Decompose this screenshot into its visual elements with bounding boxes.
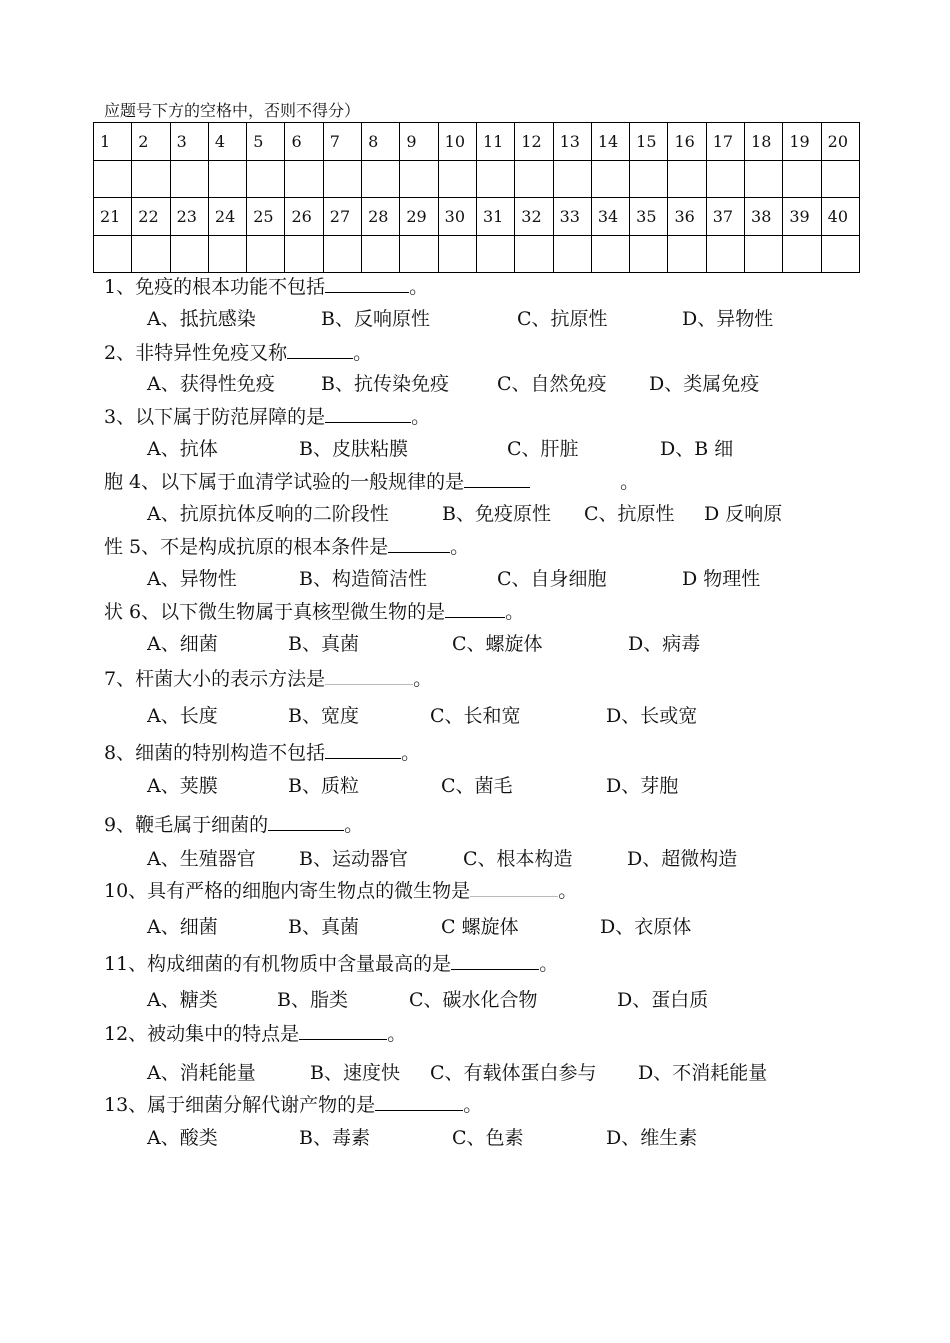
answer-blank[interactable] <box>268 814 344 831</box>
option-b: B、真菌 <box>288 633 359 655</box>
answer-blank[interactable] <box>388 536 450 553</box>
option-d: D、病毒 <box>628 633 701 655</box>
option-d: D、B 细 <box>660 438 734 460</box>
option-d: D、蛋白质 <box>617 989 709 1011</box>
answer-cell[interactable] <box>323 161 361 198</box>
question-end: 。 <box>450 536 470 558</box>
option-d: D 反响原 <box>704 503 783 525</box>
option-d: D、类属免疫 <box>649 373 760 395</box>
question-stem <box>104 876 577 903</box>
question-end: 。 <box>401 742 421 764</box>
grid-number: 23 <box>170 198 208 236</box>
grid-number: 2 <box>132 123 170 161</box>
answer-blank[interactable] <box>375 1094 463 1111</box>
option-b: B、抗传染免疫 <box>321 373 449 395</box>
option-d: D、芽胞 <box>606 775 679 797</box>
grid-number: 40 <box>821 198 859 236</box>
question-stem <box>104 597 524 624</box>
question-text: 3、以下属于防范屏障的是 <box>104 406 326 428</box>
grid-number: 15 <box>630 123 668 161</box>
answer-blank[interactable] <box>470 880 558 897</box>
question-text: 胞 4、以下属于血清学试验的一般规律的是 <box>104 471 465 493</box>
answer-blank[interactable] <box>287 342 353 359</box>
instruction-text: 应题号下方的空格中，否则不得分） <box>104 101 361 120</box>
answer-cell[interactable] <box>515 236 553 273</box>
answer-cell[interactable] <box>438 161 476 198</box>
answer-cell[interactable] <box>438 236 476 273</box>
answer-cell[interactable] <box>323 236 361 273</box>
question-text: 7、杆菌大小的表示方法是 <box>104 668 326 690</box>
answer-cell[interactable] <box>706 236 744 273</box>
answer-cell[interactable] <box>476 236 514 273</box>
question-text: 13、属于细菌分解代谢产物的是 <box>104 1094 376 1116</box>
grid-number: 4 <box>208 123 246 161</box>
option-b: B、皮肤粘膜 <box>299 438 408 460</box>
answer-cell[interactable] <box>208 161 246 198</box>
question-text: 1、免疫的根本功能不包括 <box>104 276 326 298</box>
answer-cell[interactable] <box>591 161 629 198</box>
answer-cell[interactable] <box>553 236 591 273</box>
question-text: 9、鞭毛属于细菌的 <box>104 814 269 836</box>
answer-cell[interactable] <box>132 161 170 198</box>
option-c: C、肝脏 <box>507 438 579 460</box>
option-a: A、抵抗感染 <box>147 308 256 330</box>
option-d: D、衣原体 <box>600 916 692 938</box>
option-a: A、细菌 <box>147 633 218 655</box>
grid-number: 28 <box>362 198 400 236</box>
answer-cell[interactable] <box>706 161 744 198</box>
question-stem <box>104 664 432 691</box>
option-c: C、自身细胞 <box>497 568 607 590</box>
answer-cell[interactable] <box>783 236 821 273</box>
answer-cell[interactable] <box>553 161 591 198</box>
question-text: 性 5、不是构成抗原的根本条件是 <box>104 536 389 558</box>
grid-number: 16 <box>668 123 706 161</box>
question-end: 。 <box>387 1023 407 1045</box>
answer-cell[interactable] <box>591 236 629 273</box>
question-text: 2、非特异性免疫又称 <box>104 342 288 364</box>
grid-number: 10 <box>438 123 476 161</box>
option-c: C、螺旋体 <box>452 633 543 655</box>
answer-cell[interactable] <box>630 161 668 198</box>
grid-number: 39 <box>783 198 821 236</box>
question-stem <box>104 1019 406 1046</box>
option-a: A、长度 <box>147 705 218 727</box>
answer-cell[interactable] <box>362 161 400 198</box>
grid-number: 5 <box>247 123 285 161</box>
answer-cell[interactable] <box>515 161 553 198</box>
option-d: D、异物性 <box>682 308 774 330</box>
answer-cell[interactable] <box>821 161 859 198</box>
answer-cell[interactable] <box>247 236 285 273</box>
option-c: C、碳水化合物 <box>409 989 538 1011</box>
option-c: C、长和宽 <box>430 705 521 727</box>
option-a: A、抗体 <box>147 438 218 460</box>
option-a: A、抗原抗体反响的二阶段性 <box>147 503 389 525</box>
answer-cell[interactable] <box>745 236 783 273</box>
option-a: A、消耗能量 <box>147 1062 256 1084</box>
answer-grid <box>93 122 860 273</box>
question-end: 。 <box>344 814 364 836</box>
option-a: A、生殖器官 <box>147 848 256 870</box>
answer-blank[interactable] <box>325 276 409 293</box>
answer-cell[interactable] <box>668 236 706 273</box>
answer-grid-number-row <box>94 123 860 161</box>
grid-number: 14 <box>591 123 629 161</box>
answer-cell[interactable] <box>170 161 208 198</box>
question-end: 。 <box>413 668 433 690</box>
answer-blank[interactable] <box>464 471 530 488</box>
answer-blank[interactable] <box>325 742 401 759</box>
question-stem <box>104 402 430 429</box>
option-b: B、真菌 <box>288 916 359 938</box>
answer-cell[interactable] <box>783 161 821 198</box>
question-text: 11、构成细菌的有机物质中含量最高的是 <box>104 953 452 975</box>
question-end: 。 <box>353 342 373 364</box>
grid-number: 27 <box>323 198 361 236</box>
answer-cell[interactable] <box>400 236 438 273</box>
question-text: 8、细菌的特别构造不包括 <box>104 742 326 764</box>
option-b: B、反响原性 <box>321 308 430 330</box>
answer-cell[interactable] <box>362 236 400 273</box>
option-c: C、有载体蛋白参与 <box>430 1062 597 1084</box>
answer-grid-blank-row <box>94 236 860 273</box>
question-end: 。 <box>505 601 525 623</box>
grid-number: 13 <box>553 123 591 161</box>
grid-number: 1 <box>94 123 132 161</box>
grid-number: 30 <box>438 198 476 236</box>
answer-cell[interactable] <box>745 161 783 198</box>
question-stem <box>104 532 469 559</box>
grid-number: 19 <box>783 123 821 161</box>
answer-cell[interactable] <box>170 236 208 273</box>
option-d: D、超微构造 <box>627 848 738 870</box>
option-b: B、构造简洁性 <box>299 568 427 590</box>
answer-cell[interactable] <box>94 161 132 198</box>
question-text: 状 6、以下微生物属于真核型微生物的是 <box>104 601 446 623</box>
question-stem <box>104 338 372 365</box>
option-b: B、毒素 <box>299 1127 370 1149</box>
grid-number: 37 <box>706 198 744 236</box>
answer-blank[interactable] <box>299 1020 387 1040</box>
option-d: D 物理性 <box>682 568 761 590</box>
option-c: C 螺旋体 <box>441 916 519 938</box>
question-stem <box>104 272 428 299</box>
answer-blank[interactable] <box>451 953 539 970</box>
question-end: 。 <box>409 276 429 298</box>
answer-blank[interactable] <box>445 601 505 618</box>
question-stem <box>104 1090 482 1117</box>
option-c: C、菌毛 <box>441 775 513 797</box>
answer-cell[interactable] <box>208 236 246 273</box>
grid-number: 3 <box>170 123 208 161</box>
grid-number: 22 <box>132 198 170 236</box>
option-a: A、荚膜 <box>147 775 218 797</box>
answer-cell[interactable] <box>94 236 132 273</box>
answer-cell[interactable] <box>476 161 514 198</box>
option-b: B、运动器官 <box>299 848 408 870</box>
answer-grid-blank-row <box>94 161 860 198</box>
option-d: D、不消耗能量 <box>638 1062 768 1084</box>
grid-number: 6 <box>285 123 323 161</box>
answer-blank[interactable] <box>325 664 413 685</box>
answer-cell[interactable] <box>400 161 438 198</box>
option-c: C、色素 <box>452 1127 524 1149</box>
question-stem <box>104 738 420 765</box>
answer-cell[interactable] <box>247 161 285 198</box>
grid-number: 38 <box>745 198 783 236</box>
question-end: 。 <box>620 471 640 493</box>
option-b: B、速度快 <box>310 1062 400 1084</box>
grid-number: 31 <box>476 198 514 236</box>
grid-number: 9 <box>400 123 438 161</box>
option-b: B、宽度 <box>288 705 359 727</box>
answer-cell[interactable] <box>132 236 170 273</box>
question-end: 。 <box>558 880 578 902</box>
answer-grid-number-row <box>94 198 860 236</box>
grid-number: 35 <box>630 198 668 236</box>
answer-cell[interactable] <box>821 236 859 273</box>
grid-number: 17 <box>706 123 744 161</box>
question-stem <box>104 949 558 976</box>
question-text: 10、具有严格的细胞内寄生物点的微生物是 <box>104 880 471 902</box>
option-b: B、脂类 <box>277 989 348 1011</box>
option-c: C、抗原性 <box>517 308 608 330</box>
question-text: 12、被动集中的特点是 <box>104 1023 300 1045</box>
question-end: 。 <box>539 953 559 975</box>
grid-number: 34 <box>591 198 629 236</box>
question-stem <box>104 810 363 837</box>
grid-number: 29 <box>400 198 438 236</box>
grid-number: 8 <box>362 123 400 161</box>
answer-cell[interactable] <box>668 161 706 198</box>
grid-number: 33 <box>553 198 591 236</box>
grid-number: 25 <box>247 198 285 236</box>
answer-cell[interactable] <box>285 161 323 198</box>
question-end: 。 <box>463 1094 483 1116</box>
answer-blank[interactable] <box>325 406 411 423</box>
grid-number: 11 <box>476 123 514 161</box>
option-a: A、酸类 <box>147 1127 218 1149</box>
option-a: A、糖类 <box>147 989 218 1011</box>
option-b: B、质粒 <box>288 775 359 797</box>
question-end: 。 <box>411 406 431 428</box>
option-a: A、细菌 <box>147 916 218 938</box>
grid-number: 18 <box>745 123 783 161</box>
answer-cell[interactable] <box>630 236 668 273</box>
grid-number: 24 <box>208 198 246 236</box>
grid-number: 20 <box>821 123 859 161</box>
grid-number: 7 <box>323 123 361 161</box>
option-d: D、长或宽 <box>606 705 698 727</box>
option-c: C、自然免疫 <box>497 373 607 395</box>
grid-number: 21 <box>94 198 132 236</box>
option-d: D、维生素 <box>606 1127 698 1149</box>
option-a: A、异物性 <box>147 568 237 590</box>
grid-number: 26 <box>285 198 323 236</box>
grid-number: 12 <box>515 123 553 161</box>
option-a: A、获得性免疫 <box>147 373 275 395</box>
answer-cell[interactable] <box>285 236 323 273</box>
option-c: C、根本构造 <box>463 848 573 870</box>
question-stem <box>104 467 639 494</box>
option-c: C、抗原性 <box>584 503 675 525</box>
option-b: B、免疫原性 <box>442 503 551 525</box>
grid-number: 36 <box>668 198 706 236</box>
grid-number: 32 <box>515 198 553 236</box>
